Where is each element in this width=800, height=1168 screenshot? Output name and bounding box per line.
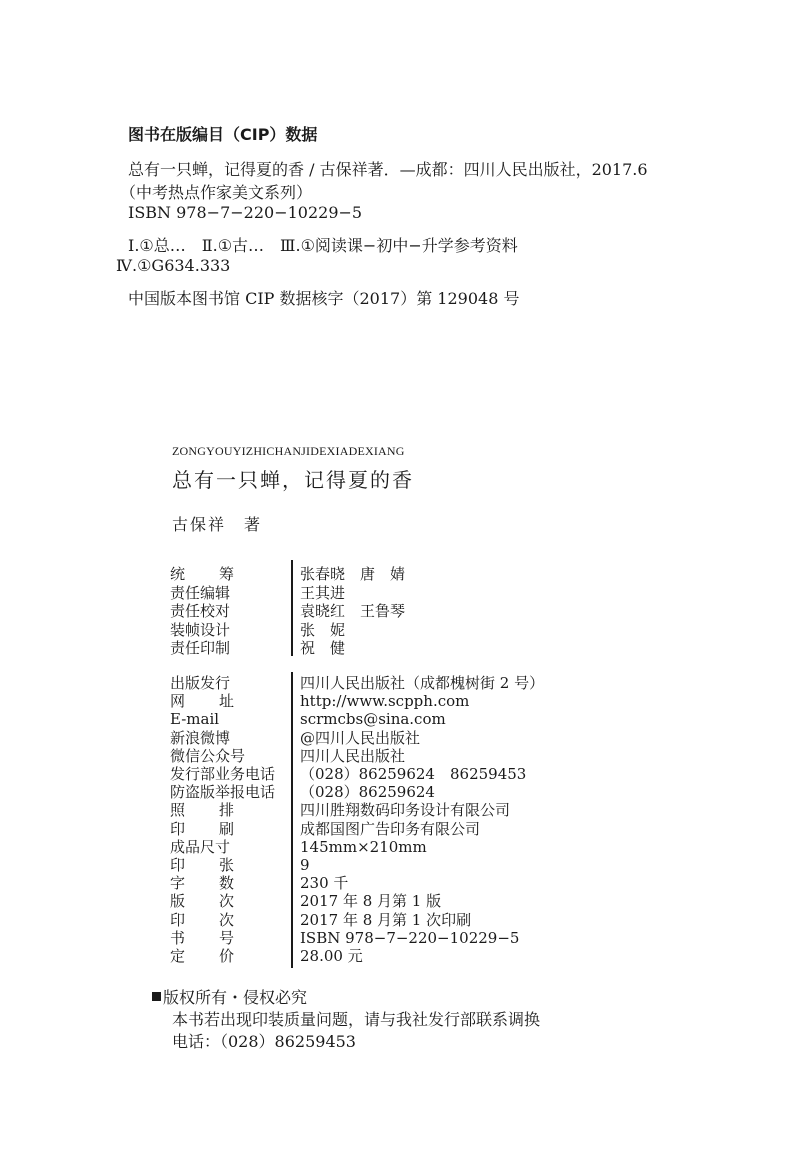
info-value: 28.00 元: [300, 947, 363, 965]
info-label: 印次: [170, 910, 234, 929]
publishing-divider: [291, 672, 293, 968]
book-title-pinyin: ZONGYOUYIZHICHANJIDEXIADEXIANG: [172, 444, 405, 458]
info-label: 版次: [170, 892, 234, 911]
info-label: 责任印制: [170, 639, 231, 657]
info-label: 印张: [170, 856, 234, 874]
staff-divider: [291, 560, 293, 656]
info-label: 照排: [170, 801, 234, 820]
info-value: scrmcbs@sina.com: [300, 710, 446, 729]
info-label: 发行部业务电话: [170, 765, 276, 783]
copyright-exchange-note: 本书若出现印装质量问题，请与我社发行部联系调换: [172, 1010, 541, 1029]
info-value: 张 妮: [300, 620, 346, 639]
info-value: ISBN 978−7−220−10229−5: [300, 928, 520, 947]
cip-isbn: ISBN 978−7−220−10229−5: [128, 203, 363, 222]
info-value: 230 千: [300, 874, 349, 893]
info-label: 出版发行: [170, 674, 231, 692]
info-value: 9: [300, 856, 310, 874]
cip-classification: Ⅰ.①总… Ⅱ.①古… Ⅲ.①阅读课−初中−升学参考资料: [128, 236, 518, 255]
info-value: 2017 年 8 月第 1 次印刷: [300, 910, 472, 929]
info-value: 四川人民出版社（成都槐树街 2 号）: [300, 674, 545, 692]
info-value: 袁晓红 王鲁琴: [300, 602, 406, 620]
info-value: http://www.scpph.com: [300, 692, 470, 711]
cip-heading: 图书在版编目（CIP）数据: [128, 125, 318, 144]
book-title: 总有一只蝉，记得夏的香: [172, 468, 414, 492]
info-label: 字数: [170, 874, 234, 893]
copyright-phone: 电话：（028）86259453: [172, 1032, 356, 1051]
info-value: 成都国图广告印务有限公司: [300, 819, 481, 838]
info-value: @四川人民出版社: [300, 728, 421, 747]
info-value: （028）86259624: [300, 783, 435, 802]
cip-record-number: 中国版本图书馆 CIP 数据核字（2017）第 129048 号: [128, 289, 520, 308]
info-label: 统筹: [170, 565, 234, 583]
info-label: 责任校对: [170, 602, 231, 620]
info-label: 微信公众号: [170, 746, 246, 765]
info-label: 责任编辑: [170, 583, 231, 602]
info-value: 四川胜翔数码印务设计有限公司: [300, 801, 511, 820]
copyright-notice: [152, 985, 307, 1008]
cip-series: （中考热点作家美文系列）: [120, 183, 313, 202]
info-value: 王其进: [300, 583, 346, 602]
book-author: 古保祥 著: [172, 515, 263, 534]
info-value: 祝 健: [300, 639, 346, 657]
info-label: 印刷: [170, 819, 234, 838]
info-label: 网址: [170, 692, 234, 711]
info-value: 四川人民出版社: [300, 746, 406, 765]
info-label: E-mail: [170, 710, 220, 729]
info-value: （028）86259624 86259453: [300, 765, 527, 783]
cip-classification-number: Ⅳ.①G634.333: [116, 256, 231, 275]
info-label: 书号: [170, 928, 234, 947]
square-bullet-icon: [152, 992, 161, 1001]
info-label: 定价: [170, 947, 234, 965]
info-value: 145mm×210mm: [300, 837, 427, 856]
info-label: 新浪微博: [170, 728, 231, 747]
info-value: 张春晓 唐 婧: [300, 565, 406, 583]
info-label: 成品尺寸: [170, 837, 231, 856]
info-label: 装帧设计: [170, 620, 231, 639]
cip-entry-title: 总有一只蝉，记得夏的香 / 古保祥著．—成都：四川人民出版社，2017.6: [128, 160, 648, 179]
info-value: 2017 年 8 月第 1 版: [300, 892, 442, 911]
info-label: 防盗版举报电话: [170, 783, 276, 802]
copyright-text: 版权所有・侵权必究: [163, 988, 308, 1007]
